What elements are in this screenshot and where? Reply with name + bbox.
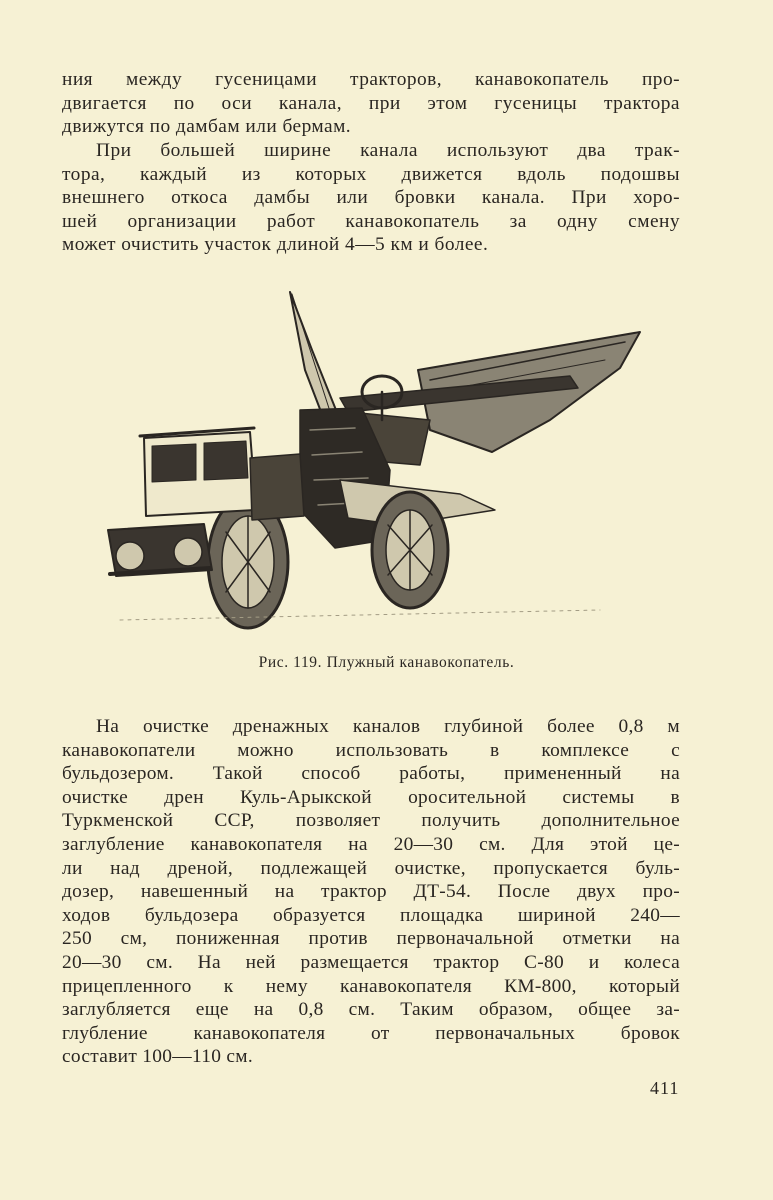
text-line: 20—30 см. На ней размещается трактор С-80 и колеса [62, 951, 680, 973]
text-line: движутся по дамбам или бермам. [62, 116, 352, 138]
paragraph-1 [62, 68, 680, 139]
text-line: тора, каждый из которых движется вдоль подошвы [62, 163, 680, 185]
paragraph-2 [62, 139, 680, 257]
text-line: двигается по оси канала, при этом гусеницы трактора [62, 92, 680, 114]
text-line: ли над дреной, подлежащей очистке, пропускается буль- [62, 857, 680, 879]
text-line: очистке дрен Куль-Арыкской оросительной системы в [62, 786, 680, 808]
text-line: На очистке дренажных каналов глубиной более 0,8 м [96, 716, 680, 737]
text-line: глубление канавокопателя от первоначальных бровок [62, 1022, 680, 1044]
text-line: дозер, навешенный на трактор ДТ-54. После двух про- [62, 881, 680, 903]
text-line: заглубление канавокопателя на 20—30 см. Для этой це- [62, 833, 680, 855]
paragraph-3 [62, 715, 680, 1069]
text-line: прицепленного к нему канавокопателя КМ-800, который [62, 975, 680, 997]
text-line: внешнего откоса дамбы или бровки канала. При хоро- [62, 187, 680, 209]
text-line: канавокопатели можно использовать в комплексе с [62, 739, 680, 761]
text-line: 250 см, пониженная против первоначальной отметки на [62, 928, 680, 950]
text-line: ния между гусеницами тракторов, канавокопатель про- [62, 69, 680, 90]
text-line: заглубляется еще на 0,8 см. Таким образом, общее за- [62, 999, 680, 1021]
text-line: ходов бульдозера образуется площадка шириной 240— [62, 904, 680, 926]
text-line: шей организации работ канавокопатель за одну смену [62, 210, 680, 232]
text-line: может очистить участок длиной 4—5 км и более. [62, 234, 489, 256]
text-line: бульдозером. Такой способ работы, примененный на [62, 763, 680, 785]
text-line: Туркменской ССР, позволяет получить дополнительное [62, 810, 680, 832]
text-line: При большей ширине канала используют два трак- [96, 140, 680, 161]
plough-ditcher-illustration [100, 280, 660, 640]
page-number: 411 [650, 1078, 680, 1098]
text-line: составит 100—110 см. [62, 1046, 253, 1068]
figure-caption: Рис. 119. Плужный канавокопатель. [258, 654, 515, 671]
